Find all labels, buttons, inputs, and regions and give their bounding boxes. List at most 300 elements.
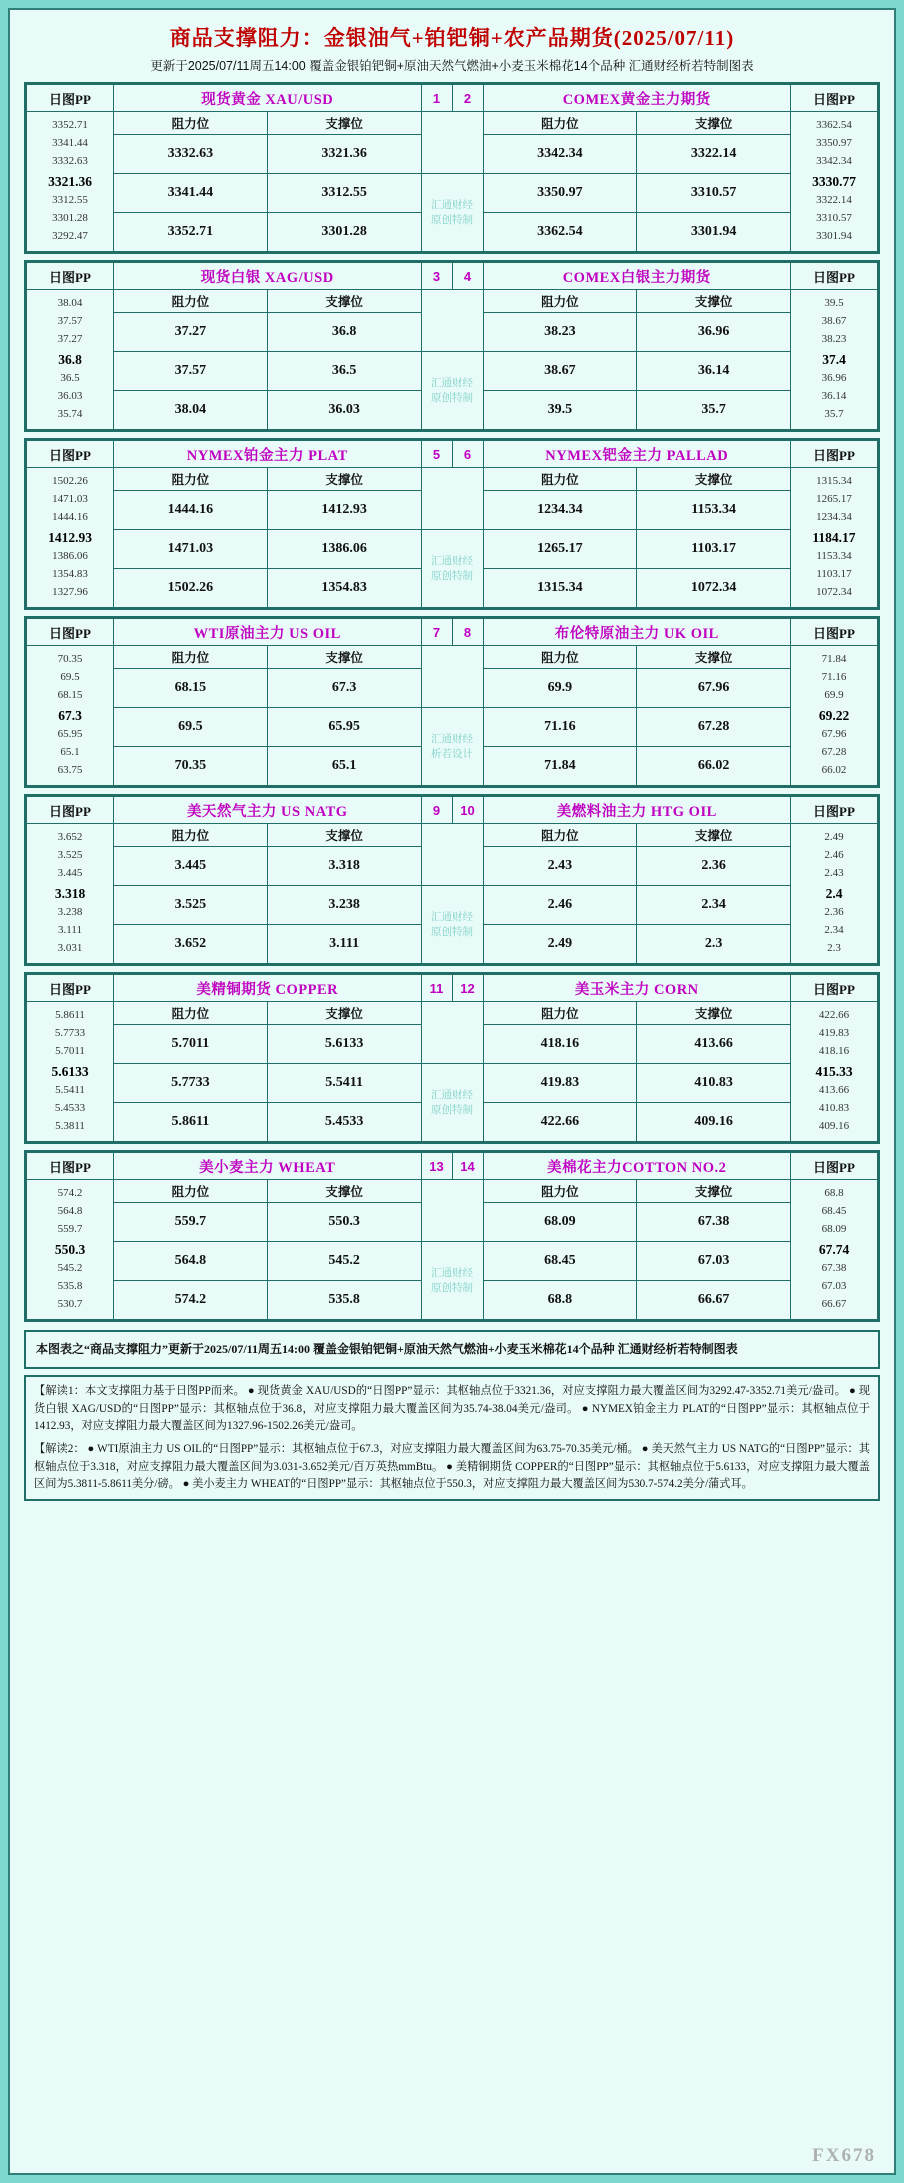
support-value: 3301.94 <box>637 213 791 252</box>
pp-header-right: 日图PP <box>791 441 878 468</box>
support-value: 67.96 <box>637 669 791 708</box>
resistance-value: 37.27 <box>114 313 268 352</box>
support-value: 67.03 <box>637 1242 791 1281</box>
watermark-line-1: 汇通财经 <box>431 377 473 390</box>
pp-header-right: 日图PP <box>791 797 878 824</box>
resistance-header-right: 阻力位 <box>483 1180 637 1203</box>
watermark-line-1: 汇通财经 <box>431 555 473 568</box>
support-value: 3322.14 <box>637 135 791 174</box>
resistance-value: 559.7 <box>114 1203 268 1242</box>
support-value: 1072.34 <box>637 569 791 608</box>
instrument-name-right: COMEX黄金主力期货 <box>483 85 791 112</box>
panel-index-right: 14 <box>452 1153 483 1180</box>
pp-header-left: 日图PP <box>27 441 114 468</box>
pp-level: 530.7 <box>57 1298 83 1311</box>
pp-level: 67.74 <box>818 1241 850 1257</box>
pp-level: 38.04 <box>57 297 83 310</box>
resistance-value: 38.04 <box>114 391 268 430</box>
pp-level: 5.8611 <box>55 1009 85 1022</box>
support-header-left: 支撑位 <box>267 824 421 847</box>
support-value: 66.67 <box>637 1281 791 1320</box>
resistance-value: 1315.34 <box>483 569 637 608</box>
pp-level: 535.8 <box>57 1280 83 1293</box>
pp-level: 37.4 <box>822 351 846 367</box>
watermark-line-1: 汇通财经 <box>431 1267 473 1280</box>
pp-levels-right <box>791 290 878 430</box>
watermark-cell <box>421 352 483 430</box>
legend-line-2: 【解读2： ● WTI原油主力 US OIL的“日图PP”显示：其枢轴点位于67.3，对应支撑阻力最大覆盖区间为63.75-70.35美元/桶。 ● 美天然气主力 US NATG的“日图PP”显示：其枢轴点位于3.318，对应支撑阻力最大覆盖区间为3.031-3.652美元/百万英热mmBtu。 ● 美精铜期货 COPPER的“日图PP”显示：其枢轴点位于5.6133，对应支撑阻力最大覆盖区间为5.3811-5.8611美分/磅。 ● 美小麦主力 WHEAT的“日图PP”显示：其枢轴点位于550.3，对应支撑阻力最大覆盖区间为530.7-574.2美分/蒲式耳。 <box>34 1443 870 1490</box>
panel-index-left: 7 <box>421 619 452 646</box>
pp-level: 3362.54 <box>816 119 852 132</box>
watermark-line-2: 析若设计 <box>431 747 473 760</box>
support-value: 410.83 <box>637 1064 791 1103</box>
pp-level: 410.83 <box>818 1102 850 1115</box>
pp-level: 37.27 <box>57 332 83 345</box>
resistance-value: 5.7011 <box>114 1025 268 1064</box>
support-value: 36.5 <box>267 352 421 391</box>
watermark-line-2: 原创特制 <box>431 213 473 226</box>
support-header-right: 支撑位 <box>637 646 791 669</box>
support-header-left: 支撑位 <box>267 646 421 669</box>
pp-level: 564.8 <box>57 1204 83 1217</box>
pp-level: 67.96 <box>821 728 847 741</box>
support-value: 67.3 <box>267 669 421 708</box>
resistance-value: 2.46 <box>483 886 637 925</box>
resistance-header-right: 阻力位 <box>483 290 637 313</box>
panel-list <box>10 82 894 1322</box>
watermark-line-1: 汇通财经 <box>431 199 473 212</box>
support-value: 1354.83 <box>267 569 421 608</box>
watermark-cell <box>421 886 483 964</box>
pp-levels-left <box>27 646 114 786</box>
pp-level: 36.03 <box>57 390 83 403</box>
pp-level: 1471.03 <box>52 492 88 505</box>
pp-levels-left <box>27 824 114 964</box>
resistance-value: 3341.44 <box>114 174 268 213</box>
instrument-name-left: WTI原油主力 US OIL <box>114 619 422 646</box>
panel-index-left: 5 <box>421 441 452 468</box>
pp-levels-left <box>27 290 114 430</box>
resistance-value: 37.57 <box>114 352 268 391</box>
pp-level: 67.03 <box>821 1280 847 1293</box>
resistance-header-left: 阻力位 <box>114 646 268 669</box>
support-value: 3.318 <box>267 847 421 886</box>
resistance-value: 71.84 <box>483 747 637 786</box>
support-value: 67.28 <box>637 708 791 747</box>
pp-level: 67.3 <box>58 707 82 723</box>
support-value: 65.95 <box>267 708 421 747</box>
resistance-value: 3342.34 <box>483 135 637 174</box>
pp-level: 409.16 <box>818 1120 850 1133</box>
support-value: 65.1 <box>267 747 421 786</box>
resistance-value: 3.525 <box>114 886 268 925</box>
pp-levels-left <box>27 1180 114 1320</box>
resistance-value: 38.67 <box>483 352 637 391</box>
pp-header-right: 日图PP <box>791 85 878 112</box>
pp-level: 3332.63 <box>52 154 88 167</box>
pp-level: 36.5 <box>60 372 80 385</box>
pp-header-left: 日图PP <box>27 1153 114 1180</box>
pp-header-left: 日图PP <box>27 619 114 646</box>
legend-line-1: 【解读1：本文支撑阻力基于日图PP而来。 ● 现货黄金 XAU/USD的“日图PP”显示：其枢轴点位于3321.36，对应支撑阻力最大覆盖区间为3292.47-3352.71美元/盎司。 ● 现货白银 XAG/USD的“日图PP”显示：其枢轴点位于36.8，对应支撑阻力最大覆盖区间为35.74-38.04美元/盎司。 ● NYMEX铂金主力 PLAT的“日图PP”显示：其枢轴点位于1412.93，对应支撑阻力最大覆盖区间为1327.96-1502.26美元/盎司。 <box>34 1385 870 1432</box>
support-value: 36.14 <box>637 352 791 391</box>
pp-level: 67.28 <box>821 746 847 759</box>
support-value: 535.8 <box>267 1281 421 1320</box>
resistance-value: 68.8 <box>483 1281 637 1320</box>
watermark-cell <box>421 530 483 608</box>
support-value: 2.36 <box>637 847 791 886</box>
resistance-value: 3.652 <box>114 925 268 964</box>
pp-levels-right <box>791 646 878 786</box>
pp-level: 3.525 <box>57 848 83 861</box>
pp-levels-right <box>791 1002 878 1142</box>
instrument-panel <box>24 616 880 788</box>
panel-index-left: 1 <box>421 85 452 112</box>
watermark-line-2: 原创特制 <box>431 391 473 404</box>
pp-level: 1153.34 <box>816 550 852 563</box>
panel-index-right: 12 <box>452 975 483 1002</box>
spacer-cell <box>421 1180 483 1242</box>
instrument-panel <box>24 438 880 610</box>
pp-level: 71.84 <box>821 653 847 666</box>
support-header-right: 支撑位 <box>637 290 791 313</box>
pp-level: 63.75 <box>57 764 83 777</box>
pp-level: 3.111 <box>58 924 82 937</box>
pp-level: 5.7011 <box>55 1044 85 1057</box>
resistance-value: 3350.97 <box>483 174 637 213</box>
instrument-panel <box>24 1150 880 1322</box>
pp-level: 5.7733 <box>54 1026 86 1039</box>
resistance-value: 574.2 <box>114 1281 268 1320</box>
pp-level: 3301.28 <box>52 212 88 225</box>
instrument-name-left: 现货黄金 XAU/USD <box>114 85 422 112</box>
support-value: 1386.06 <box>267 530 421 569</box>
resistance-value: 1234.34 <box>483 491 637 530</box>
support-value: 3.238 <box>267 886 421 925</box>
pp-level: 71.16 <box>821 670 847 683</box>
resistance-value: 39.5 <box>483 391 637 430</box>
spacer-cell <box>421 290 483 352</box>
resistance-value: 1502.26 <box>114 569 268 608</box>
watermark-cell <box>421 1242 483 1320</box>
pp-level: 419.83 <box>818 1026 850 1039</box>
pp-level: 422.66 <box>818 1009 850 1022</box>
resistance-value: 3362.54 <box>483 213 637 252</box>
instrument-panel <box>24 972 880 1144</box>
support-value: 35.7 <box>637 391 791 430</box>
pp-level: 3352.71 <box>52 119 88 132</box>
pp-level: 3.031 <box>57 942 83 955</box>
resistance-header-left: 阻力位 <box>114 824 268 847</box>
panel-index-left: 3 <box>421 263 452 290</box>
pp-level: 2.49 <box>824 831 844 844</box>
support-value: 36.03 <box>267 391 421 430</box>
instrument-name-left: NYMEX铂金主力 PLAT <box>114 441 422 468</box>
pp-level: 3341.44 <box>52 136 88 149</box>
support-header-right: 支撑位 <box>637 824 791 847</box>
support-value: 66.02 <box>637 747 791 786</box>
resistance-header-left: 阻力位 <box>114 1002 268 1025</box>
resistance-value: 3352.71 <box>114 213 268 252</box>
panel-index-right: 6 <box>452 441 483 468</box>
watermark-cell <box>421 174 483 252</box>
page-subtitle: 更新于2025/07/11周五14:00 覆盖金银铂钯铜+原油天然气燃油+小麦玉米棉花14个品种 汇通财经析若特制图表 <box>150 59 754 73</box>
pp-level: 1184.17 <box>812 529 856 545</box>
instrument-name-left: 美天然气主力 US NATG <box>114 797 422 824</box>
instrument-panel <box>24 794 880 966</box>
pp-level: 2.46 <box>824 848 844 861</box>
resistance-header-left: 阻力位 <box>114 468 268 491</box>
instrument-panel <box>24 82 880 254</box>
resistance-value: 71.16 <box>483 708 637 747</box>
pp-level: 3301.94 <box>816 230 852 243</box>
resistance-value: 1265.17 <box>483 530 637 569</box>
support-value: 2.3 <box>637 925 791 964</box>
pp-level: 5.3811 <box>55 1120 85 1133</box>
pp-level: 3.238 <box>57 906 83 919</box>
pp-level: 1315.34 <box>816 475 852 488</box>
resistance-value: 68.09 <box>483 1203 637 1242</box>
resistance-value: 419.83 <box>483 1064 637 1103</box>
support-value: 5.4533 <box>267 1103 421 1142</box>
support-header-left: 支撑位 <box>267 1180 421 1203</box>
pp-level: 3350.97 <box>816 136 852 149</box>
support-header-right: 支撑位 <box>637 1002 791 1025</box>
instrument-name-left: 现货白银 XAG/USD <box>114 263 422 290</box>
resistance-value: 2.43 <box>483 847 637 886</box>
spacer-cell <box>421 468 483 530</box>
pp-level: 1354.83 <box>52 568 88 581</box>
pp-level: 559.7 <box>57 1222 83 1235</box>
pp-level: 1444.16 <box>52 510 88 523</box>
support-header-left: 支撑位 <box>267 1002 421 1025</box>
pp-level: 36.8 <box>58 351 82 367</box>
resistance-value: 69.9 <box>483 669 637 708</box>
pp-level: 69.5 <box>60 670 80 683</box>
pp-level: 38.23 <box>821 332 847 345</box>
support-header-right: 支撑位 <box>637 468 791 491</box>
panel-index-right: 10 <box>452 797 483 824</box>
resistance-header-left: 阻力位 <box>114 112 268 135</box>
brand-watermark: FX678 <box>812 2145 876 2166</box>
support-value: 3312.55 <box>267 174 421 213</box>
footer-note-box <box>24 1330 880 1369</box>
resistance-value: 68.45 <box>483 1242 637 1281</box>
pp-levels-right <box>791 1180 878 1320</box>
pp-levels-left <box>27 112 114 252</box>
instrument-name-right: COMEX白银主力期货 <box>483 263 791 290</box>
panel-index-right: 4 <box>452 263 483 290</box>
instrument-name-right: 美燃料油主力 HTG OIL <box>483 797 791 824</box>
pp-level: 67.38 <box>821 1262 847 1275</box>
pp-level: 3.445 <box>57 866 83 879</box>
pp-level: 3.652 <box>57 831 83 844</box>
watermark-line-2: 原创特制 <box>431 1103 473 1116</box>
pp-level: 413.66 <box>818 1084 850 1097</box>
spacer-cell <box>421 824 483 886</box>
pp-level: 69.9 <box>824 688 844 701</box>
support-value: 409.16 <box>637 1103 791 1142</box>
resistance-value: 418.16 <box>483 1025 637 1064</box>
pp-header-left: 日图PP <box>27 263 114 290</box>
pp-level: 418.16 <box>818 1044 850 1057</box>
pp-levels-left <box>27 1002 114 1142</box>
resistance-value: 68.15 <box>114 669 268 708</box>
pp-header-right: 日图PP <box>791 1153 878 1180</box>
watermark-line-1: 汇通财经 <box>431 733 473 746</box>
support-value: 545.2 <box>267 1242 421 1281</box>
resistance-header-left: 阻力位 <box>114 290 268 313</box>
pp-level: 68.09 <box>821 1222 847 1235</box>
pp-level: 2.36 <box>824 906 844 919</box>
resistance-header-right: 阻力位 <box>483 646 637 669</box>
pp-header-right: 日图PP <box>791 619 878 646</box>
watermark-line-1: 汇通财经 <box>431 911 473 924</box>
resistance-header-right: 阻力位 <box>483 824 637 847</box>
pp-level: 65.1 <box>60 746 80 759</box>
pp-levels-right <box>791 112 878 252</box>
resistance-header-right: 阻力位 <box>483 1002 637 1025</box>
support-value: 1153.34 <box>637 491 791 530</box>
pp-level: 3342.34 <box>816 154 852 167</box>
legend-box <box>24 1375 880 1501</box>
support-value: 3301.28 <box>267 213 421 252</box>
resistance-value: 38.23 <box>483 313 637 352</box>
pp-level: 68.15 <box>57 688 83 701</box>
pp-level: 39.5 <box>824 297 844 310</box>
instrument-name-right: 布伦特原油主力 UK OIL <box>483 619 791 646</box>
pp-level: 1072.34 <box>816 586 852 599</box>
spacer-cell <box>421 646 483 708</box>
watermark-cell <box>421 708 483 786</box>
pp-level: 37.57 <box>57 314 83 327</box>
pp-level: 1386.06 <box>52 550 88 563</box>
pp-level: 3322.14 <box>816 194 852 207</box>
pp-level: 3312.55 <box>52 194 88 207</box>
pp-level: 574.2 <box>57 1187 83 1200</box>
pp-level: 65.95 <box>57 728 83 741</box>
pp-level: 1265.17 <box>816 492 852 505</box>
panel-index-left: 11 <box>421 975 452 1002</box>
support-value: 3321.36 <box>267 135 421 174</box>
support-value: 36.96 <box>637 313 791 352</box>
support-value: 1103.17 <box>637 530 791 569</box>
support-header-left: 支撑位 <box>267 290 421 313</box>
pp-level: 66.67 <box>821 1298 847 1311</box>
pp-levels-right <box>791 468 878 608</box>
pp-level: 1103.17 <box>816 568 852 581</box>
pp-level: 35.74 <box>57 408 83 421</box>
pp-level: 68.45 <box>821 1204 847 1217</box>
resistance-value: 422.66 <box>483 1103 637 1142</box>
pp-header-right: 日图PP <box>791 263 878 290</box>
pp-level: 2.43 <box>824 866 844 879</box>
resistance-header-right: 阻力位 <box>483 112 637 135</box>
instrument-name-right: NYMEX钯金主力 PALLAD <box>483 441 791 468</box>
resistance-value: 3332.63 <box>114 135 268 174</box>
resistance-value: 2.49 <box>483 925 637 964</box>
support-value: 550.3 <box>267 1203 421 1242</box>
page-title: 商品支撑阻力：金银油气+铂钯铜+农产品期货(2025/07/11) <box>169 26 735 50</box>
support-header-right: 支撑位 <box>637 1180 791 1203</box>
pp-level: 545.2 <box>57 1262 83 1275</box>
pp-level: 70.35 <box>57 653 83 666</box>
support-value: 67.38 <box>637 1203 791 1242</box>
instrument-panel <box>24 260 880 432</box>
pp-level: 66.02 <box>821 764 847 777</box>
pp-levels-left <box>27 468 114 608</box>
instrument-name-right: 美玉米主力 CORN <box>483 975 791 1002</box>
spacer-cell <box>421 1002 483 1064</box>
instrument-name-left: 美小麦主力 WHEAT <box>114 1153 422 1180</box>
pp-level: 3.318 <box>54 885 86 901</box>
resistance-header-right: 阻力位 <box>483 468 637 491</box>
pp-level: 38.67 <box>821 314 847 327</box>
pp-level: 415.33 <box>815 1063 853 1079</box>
instrument-name-left: 美精铜期货 COPPER <box>114 975 422 1002</box>
pp-level: 1502.26 <box>52 475 88 488</box>
support-value: 3.111 <box>267 925 421 964</box>
pp-level: 2.4 <box>825 885 843 901</box>
pp-header-left: 日图PP <box>27 797 114 824</box>
panel-index-right: 2 <box>452 85 483 112</box>
resistance-value: 564.8 <box>114 1242 268 1281</box>
watermark-line-2: 原创特制 <box>431 569 473 582</box>
resistance-value: 5.7733 <box>114 1064 268 1103</box>
pp-level: 1234.34 <box>816 510 852 523</box>
pp-level: 5.4533 <box>54 1102 86 1115</box>
pp-level: 2.3 <box>827 942 841 955</box>
pp-level: 69.22 <box>818 707 850 723</box>
watermark-cell <box>421 1064 483 1142</box>
pp-level: 3321.36 <box>48 173 92 189</box>
pp-levels-right <box>791 824 878 964</box>
panel-index-left: 9 <box>421 797 452 824</box>
support-value: 36.8 <box>267 313 421 352</box>
pp-level: 5.6133 <box>51 1063 89 1079</box>
support-value: 5.5411 <box>267 1064 421 1103</box>
resistance-header-left: 阻力位 <box>114 1180 268 1203</box>
resistance-value: 3.445 <box>114 847 268 886</box>
pp-level: 36.14 <box>821 390 847 403</box>
resistance-value: 1444.16 <box>114 491 268 530</box>
resistance-value: 5.8611 <box>114 1103 268 1142</box>
support-header-left: 支撑位 <box>267 468 421 491</box>
pp-level: 3292.47 <box>52 230 88 243</box>
resistance-value: 70.35 <box>114 747 268 786</box>
support-header-right: 支撑位 <box>637 112 791 135</box>
pp-level: 36.96 <box>821 372 847 385</box>
support-value: 413.66 <box>637 1025 791 1064</box>
watermark-line-1: 汇通财经 <box>431 1089 473 1102</box>
resistance-value: 1471.03 <box>114 530 268 569</box>
pp-header-left: 日图PP <box>27 975 114 1002</box>
watermark-line-2: 原创特制 <box>431 925 473 938</box>
panel-index-right: 8 <box>452 619 483 646</box>
spacer-cell <box>421 112 483 174</box>
support-value: 2.34 <box>637 886 791 925</box>
report-sheet <box>8 8 896 2175</box>
pp-header-right: 日图PP <box>791 975 878 1002</box>
support-value: 3310.57 <box>637 174 791 213</box>
support-value: 1412.93 <box>267 491 421 530</box>
footer-note: 本图表之“商品支撑阻力”更新于2025/07/11周五14:00 覆盖金银铂钯铜+原油天然气燃油+小麦玉米棉花14个品种 汇通财经析若特制图表 <box>36 1342 738 1356</box>
pp-level: 1412.93 <box>48 529 92 545</box>
watermark-line-2: 原创特制 <box>431 1281 473 1294</box>
resistance-value: 69.5 <box>114 708 268 747</box>
pp-level: 35.7 <box>824 408 844 421</box>
pp-level: 2.34 <box>824 924 844 937</box>
